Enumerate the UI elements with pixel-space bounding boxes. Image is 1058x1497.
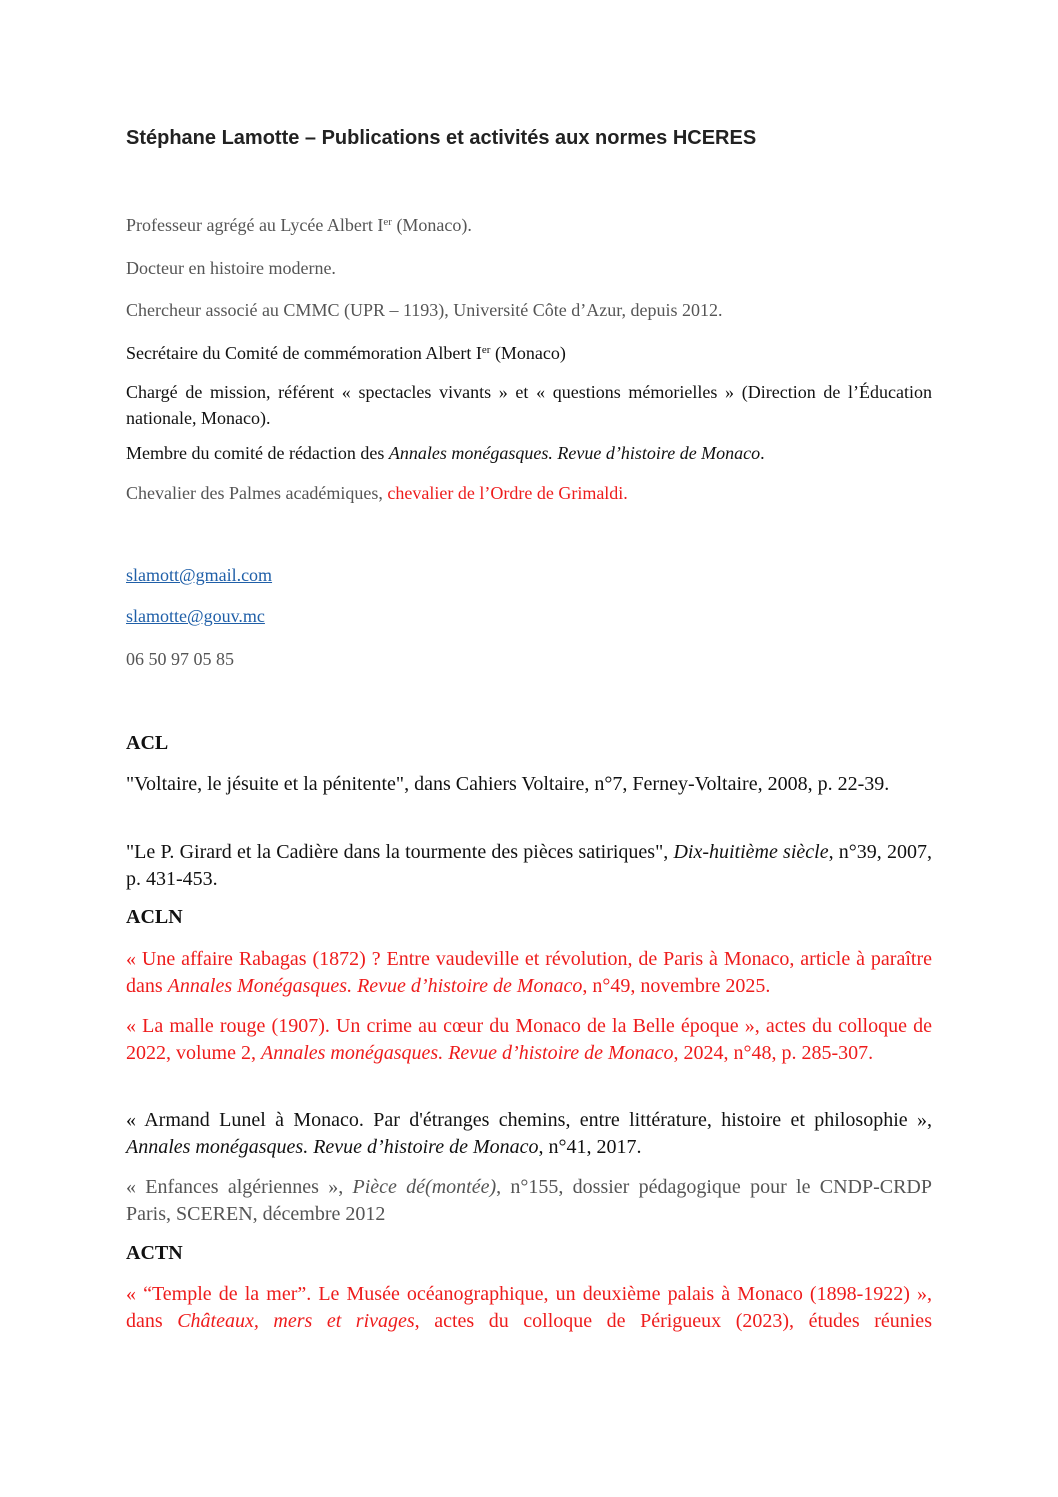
profile-position: Professeur agrégé au Lycée Albert Ier (Monaco). — [126, 215, 472, 235]
profile-secretary: Secrétaire du Comité de commémoration Albert Ier (Monaco) — [126, 343, 566, 363]
profile-honors: Chevalier des Palmes académiques, chevalier de l’Ordre de Grimaldi. — [126, 483, 628, 503]
publication-entry: « Une affaire Rabagas (1872) ? Entre vaudeville et révolution, de Paris à Monaco, article à paraître dans Annales Monégasques. Revue d’histoire de Monaco, n°49, novembre 2025. — [126, 948, 932, 997]
publication-entry: « Armand Lunel à Monaco. Par d'étranges chemins, entre littérature, histoire et philosophie », Annales monégasques. Revue d’histoire de Monaco, n°41, 2017. — [126, 1109, 932, 1158]
document-title: Stéphane Lamotte – Publications et activités aux normes HCERES — [126, 127, 757, 149]
profile-research: Chercheur associé au CMMC (UPR – 1193), Université Côte d’Azur, depuis 2012. — [126, 300, 723, 320]
publication-entry: "Le P. Girard et la Cadière dans la tourmente des pièces satiriques", Dix-huitième siècle, n°39, 2007, p. 431-453. — [126, 841, 932, 890]
section-heading-acln: ACLN — [126, 906, 183, 928]
publication-entry: « La malle rouge (1907). Un crime au cœur du Monaco de la Belle époque », actes du colloque de 2022, volume 2, Annales monégasques. Revue d’histoire de Monaco, 2024, n°48, p. 285-307. — [126, 1015, 932, 1064]
profile-doctorate: Docteur en histoire moderne. — [126, 258, 336, 278]
document-page — [126, 0, 932, 1497]
publication-entry: « “Temple de la mer”. Le Musée océanographique, un deuxième palais à Monaco (1898-1922) », dans Châteaux, mers et rivages, actes du colloque de Périgueux (2023), études réunies — [126, 1283, 932, 1332]
profile-committee: Membre du comité de rédaction des Annales monégasques. Revue d’histoire de Monaco. — [126, 443, 765, 463]
email-link-gmail[interactable]: slamott@gmail.com — [126, 565, 273, 585]
publication-entry: "Voltaire, le jésuite et la pénitente", dans Cahiers Voltaire, n°7, Ferney-Voltaire, 2008, p. 22-39. — [126, 773, 890, 795]
publication-entry: « Enfances algériennes », Pièce dé(montée), n°155, dossier pédagogique pour le CNDP-CRDP Paris, SCEREN, décembre 2012 — [126, 1176, 932, 1225]
section-heading-actn: ACTN — [126, 1242, 183, 1264]
profile-mission: Chargé de mission, référent « spectacles vivants » et « questions mémorielles » (Direction de l’Éducation nationale, Monaco). — [126, 382, 932, 428]
phone-number: 06 50 97 05 85 — [126, 649, 234, 669]
email-link-gouv[interactable]: slamotte@gouv.mc — [126, 606, 265, 626]
section-heading-acl: ACL — [126, 732, 169, 754]
